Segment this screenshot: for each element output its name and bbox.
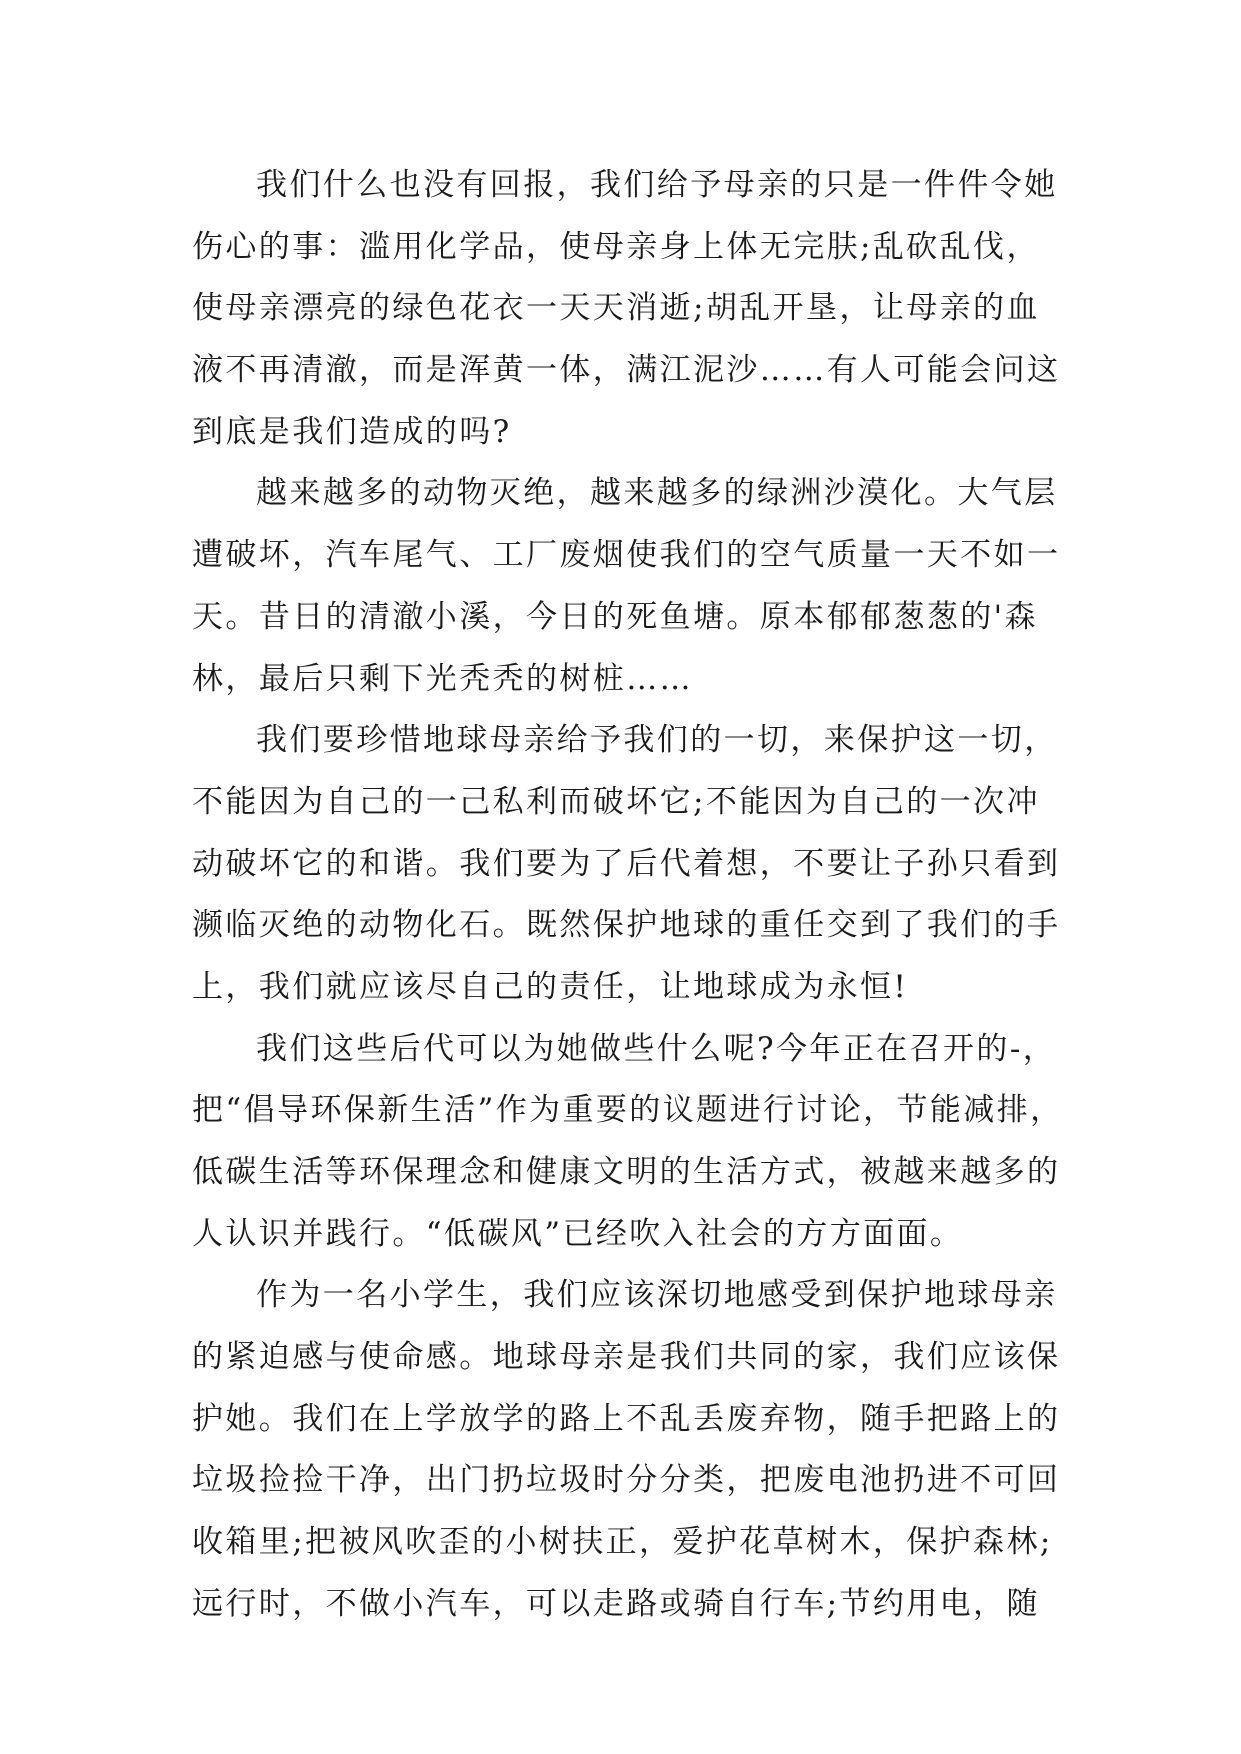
paragraph-line: 动破坏它的和谐。我们要为了后代着想，不要让子孙只看到 (192, 845, 1061, 882)
paragraph-line: 我们这些后代可以为她做些什么呢?今年正在召开的-， (256, 1030, 1057, 1067)
paragraph-line: 护她。我们在上学放学的路上不乱丢废弃物，随手把路上的 (192, 1400, 1061, 1437)
paragraph-line: 越来越多的动物灭绝，越来越多的绿洲沙漠化。大气层 (256, 475, 1058, 512)
paragraph-line: 上，我们就应该尽自己的责任，让地球成为永恒! (192, 968, 909, 1005)
paragraph-line: 人认识并践行。“低碳风”已经吹入社会的方方面面。 (192, 1215, 964, 1252)
paragraph-line: 濒临灭绝的动物化石。既然保护地球的重任交到了我们的手 (192, 907, 1061, 944)
paragraph-line: 液不再清澈，而是浑黄一体，满江泥沙……有人可能会问这 (192, 352, 1061, 389)
paragraph-line: 林，最后只剩下光秃秃的树桩…… (192, 660, 693, 697)
paragraph-line: 到底是我们造成的吗? (192, 413, 512, 450)
paragraph-line: 使母亲漂亮的绿色花衣一天天消逝;胡乱开垦，让母亲的血 (192, 290, 1040, 327)
paragraph-line: 伤心的事：滥用化学品，使母亲身上体无完肤;乱砍乱伐， (192, 228, 1040, 265)
paragraph-3 (192, 710, 1062, 1018)
paragraph-line: 垃圾捡捡干净，出门扔垃圾时分分类，把废电池扔进不可回 (192, 1462, 1061, 1499)
paragraph-line: 收箱里;把被风吹歪的小树扶正，爱护花草树木，保护森林; (192, 1524, 1053, 1561)
paragraph-1 (192, 155, 1062, 463)
paragraph-line: 天。昔日的清澈小溪，今日的死鱼塘。原本郁郁葱葱的'森 (192, 598, 1038, 635)
paragraph-line: 不能因为自己的一己私利而破坏它;不能因为自己的一次冲 (192, 783, 1040, 820)
paragraph-line: 作为一名小学生，我们应该深切地感受到保护地球母亲 (256, 1277, 1058, 1314)
document-body (192, 155, 1062, 1636)
paragraph-line: 把“倡导环保新生活”作为重要的议题进行讨论，节能减排， (192, 1092, 1064, 1129)
paragraph-4 (192, 1019, 1062, 1266)
paragraph-line: 的紧迫感与使命感。地球母亲是我们共同的家，我们应该保 (192, 1339, 1061, 1376)
paragraph-2 (192, 463, 1062, 710)
paragraph-line: 低碳生活等环保理念和健康文明的生活方式，被越来越多的 (192, 1154, 1061, 1190)
paragraph-5 (192, 1265, 1062, 1635)
paragraph-line: 我们要珍惜地球母亲给予我们的一切，来保护这一切， (256, 722, 1058, 759)
paragraph-line: 遭破坏，汽车尾气、工厂废烟使我们的空气质量一天不如一 (192, 537, 1061, 574)
paragraph-line: 远行时，不做小汽车，可以走路或骑自行车;节约用电，随 (192, 1585, 1040, 1622)
paragraph-line: 我们什么也没有回报，我们给予母亲的只是一件件令她 (256, 167, 1058, 203)
